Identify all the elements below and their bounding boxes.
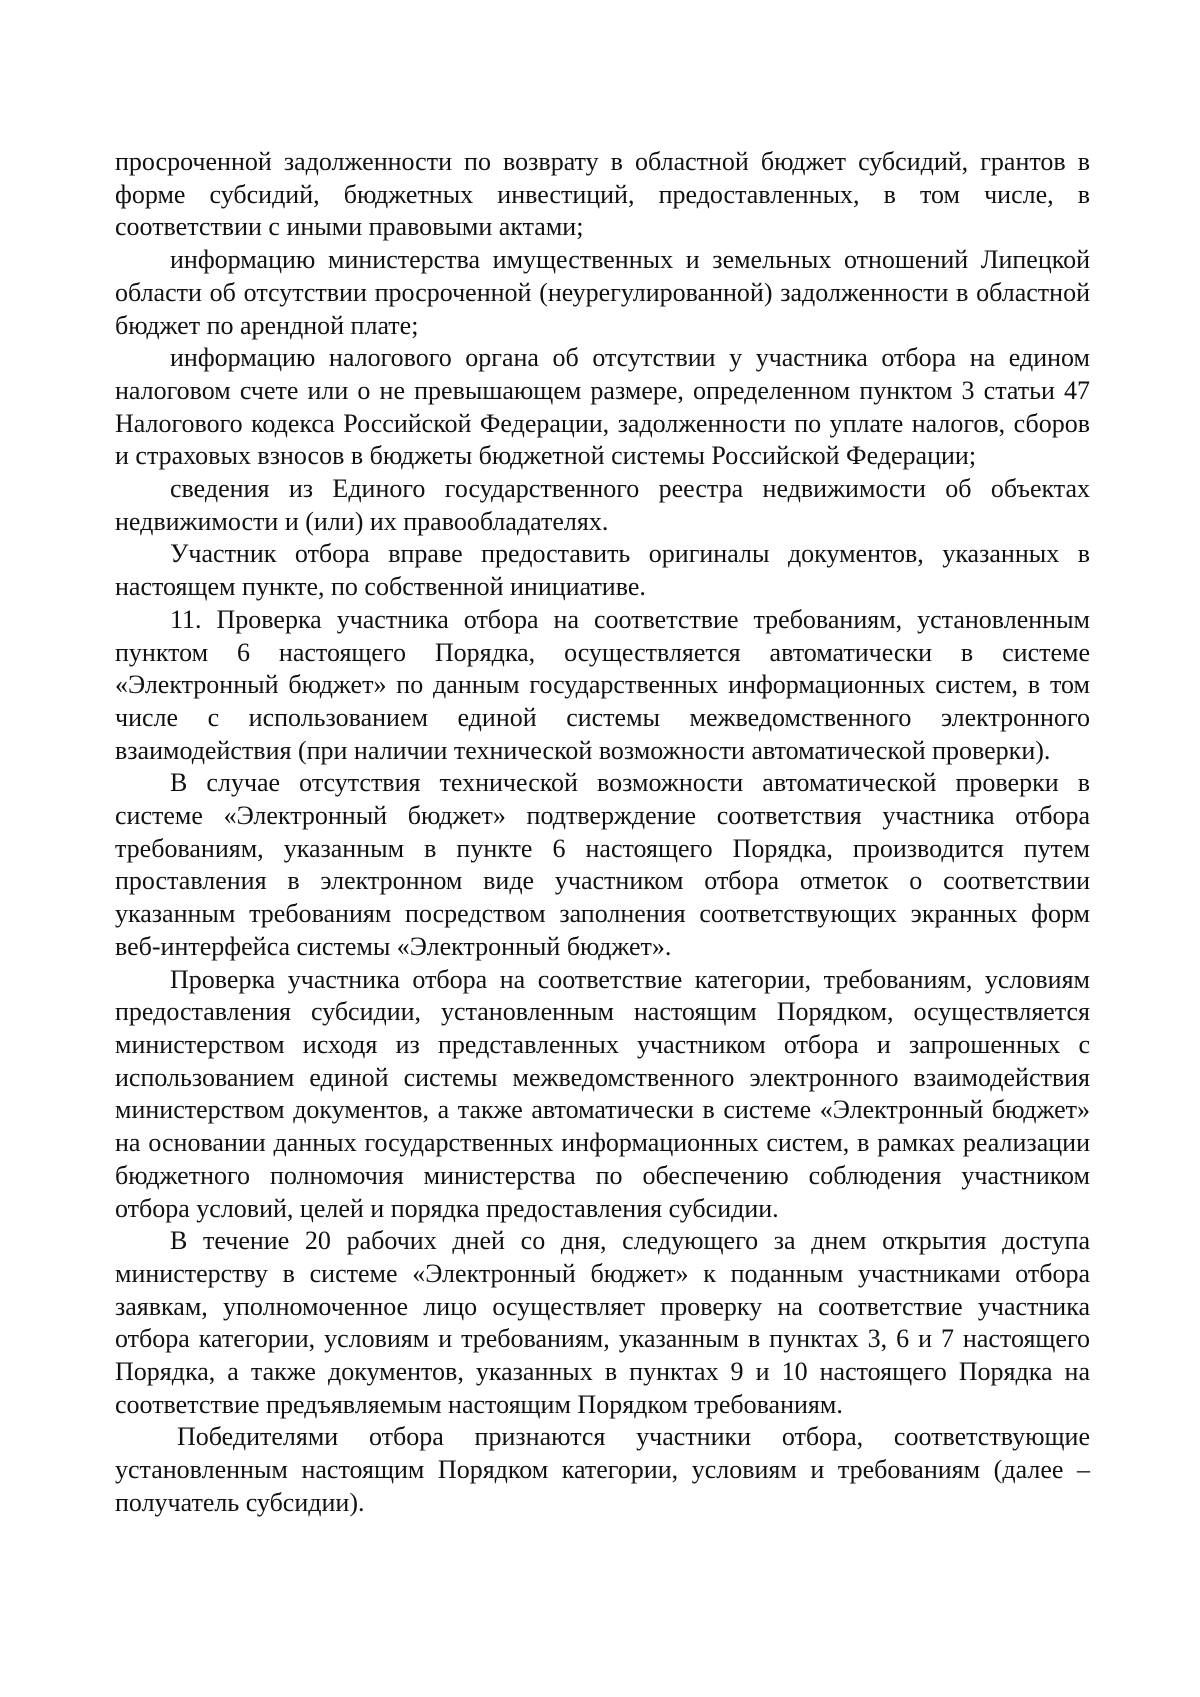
paragraph-winners: Победителями отбора признаются участники отбора, соответствующие установленным настоящим Порядком категории, условиям и требованиям (далее – получатель субсидии). xyxy=(115,1422,1090,1517)
paragraph-real-estate-registry: сведения из Единого государственного реестра недвижимости об объектах недвижимости и (или) их правообладателях. xyxy=(115,474,1090,536)
paragraph-tax-authority-info: информацию налогового органа об отсутствии у участника отбора на едином налоговом счете или о не превышающем размере, определенном пунктом 3 статьи 47 Налогового кодекса Российской Федерации, задолженности по уплате налогов, сборов и страховых взносов в бюджеты бюджетной системы Российской Федерации; xyxy=(115,343,1090,471)
paragraph-section-11-check: 11. Проверка участника отбора на соответствие требованиям, установленным пунктом 6 настоящего Порядка, осуществляется автоматически в системе «Электронный бюджет» по данным государственных информационных систем, в том числе с использованием единой системы межведомственного электронного взаимодействия (при наличии технической возможности автоматической проверки). xyxy=(115,604,1090,765)
paragraph-originals-right: Участник отбора вправе предоставить оригиналы документов, указанных в настоящем пункте, по собственной инициативе. xyxy=(115,539,1090,602)
paragraph-property-ministry-info: информацию министерства имущественных и земельных отношений Липецкой области об отсутствии просроченной (неурегулированной) задолженности в областной бюджет по арендной плате; xyxy=(115,245,1090,340)
paragraph-overdue-debt-continuation: просроченной задолженности по возврату в областной бюджет субсидий, грантов в форме субсидий, бюджетных инвестиций, предоставленных, в том числе, в соответствии с иными правовыми актами; xyxy=(115,147,1090,242)
paragraph-no-technical-possibility: В случае отсутствия технической возможности автоматической проверки в системе «Электронный бюджет» подтверждение соответствия участника отбора требованиям, указанным в пункте 6 настоящего Порядка, производится путем проставления в электронном виде участником отбора отметок о соответствии указанным требованиям посредством заполнения соответствующих экранных форм веб-интерфейса системы «Электронный бюджет». xyxy=(115,768,1090,961)
paragraph-20-working-days: В течение 20 рабочих дней со дня, следующего за днем открытия доступа министерству в системе «Электронный бюджет» к поданным участниками отбора заявкам, уполномоченное лицо осуществляет проверку на соответствие участника отбора категории, условиям и требованиям, указанным в пунктах 3, 6 и 7 настоящего Порядка, а также документов, указанных в пунктах 9 и 10 настоящего Порядка на соответствие предъявляемым настоящим Порядком требованиям. xyxy=(115,1226,1090,1419)
document-body xyxy=(115,146,1090,1520)
paragraph-ministry-verification: Проверка участника отбора на соответствие категории, требованиям, условиям предоставления субсидии, установленным настоящим Порядком, осуществляется министерством исходя из представленных участником отбора и запрошенных с использованием единой системы межведомственного электронного взаимодействия министерством документов, а также автоматически в системе «Электронный бюджет» на основании данных государственных информационных систем, в рамках реализации бюджетного полномочия министерства по обеспечению соблюдения участником отбора условий, целей и порядка предоставления субсидии. xyxy=(115,964,1090,1223)
